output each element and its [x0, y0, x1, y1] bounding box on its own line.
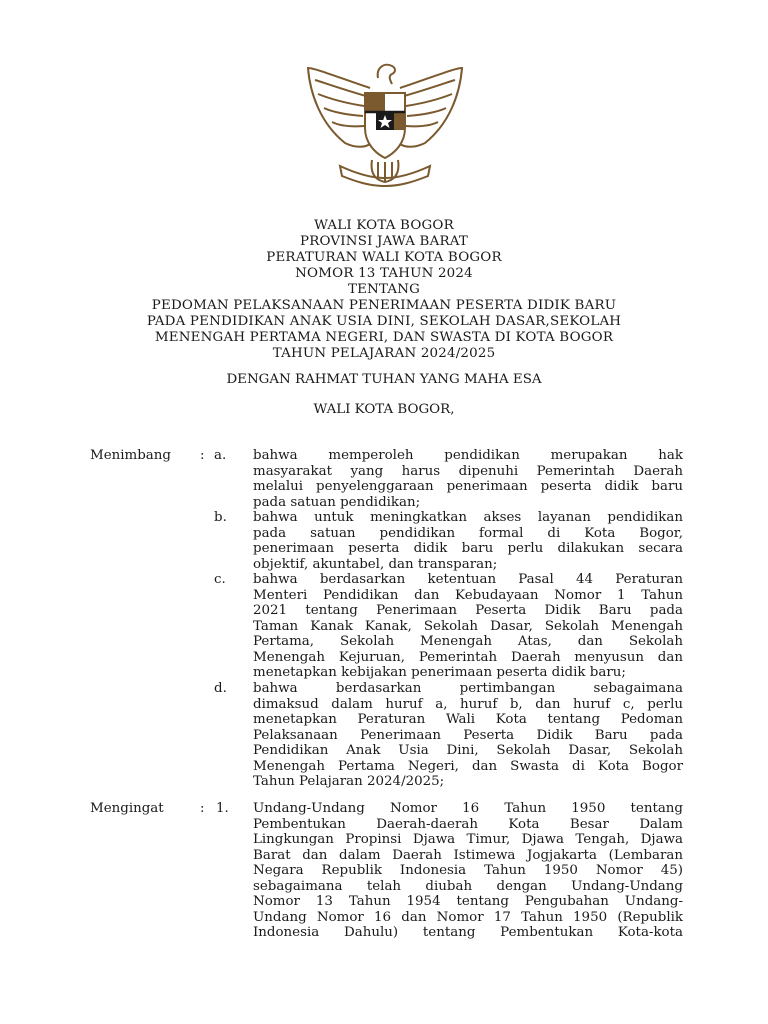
item-marker: 1.	[216, 801, 229, 816]
item-text	[253, 572, 683, 681]
item-marker: b.	[214, 510, 227, 525]
header-line: NOMOR 13 TAHUN 2024	[295, 266, 473, 281]
text-line: masyarakat yang harus dipenuhi Pemerintah Daerah	[253, 463, 683, 479]
text-line: Taman Kanak Kanak, Sekolah Dasar, Sekolah Menengah	[253, 618, 683, 634]
text-line: Tahun Pelajaran 2024/2025;	[253, 774, 445, 789]
garuda-pancasila-emblem-icon	[300, 48, 470, 198]
section-colon: :	[200, 448, 205, 463]
header-line: MENENGAH PERTAMA NEGERI, DAN SWASTA DI KOTA BOGOR	[154, 330, 614, 345]
header-line: TAHUN PELAJARAN 2024/2025	[272, 346, 496, 361]
text-line: bahwa berdasarkan ketentuan Pasal 44 Peraturan	[253, 572, 683, 587]
item-text	[253, 681, 683, 790]
text-line: pada satuan pendidikan formal di Kota Bogor,	[253, 525, 683, 541]
document-header	[0, 218, 768, 362]
header-line: PADA PENDIDIKAN ANAK USIA DINI, SEKOLAH DASAR,SEKOLAH	[146, 314, 622, 329]
text-line: Barat dan dalam Daerah Istimewa Jogjakarta (Lembaran	[253, 847, 683, 863]
mayor-title: WALI KOTA BOGOR,	[313, 402, 455, 417]
item-marker: d.	[214, 681, 227, 696]
text-line: bahwa berdasarkan pertimbangan sebagaimana	[253, 681, 683, 696]
item-marker: c.	[214, 572, 226, 587]
text-line: melalui penyelenggaraan penerimaan peserta didik baru	[253, 479, 683, 494]
section-label: Mengingat	[90, 801, 164, 816]
text-line: Undang Nomor 16 dan Nomor 17 Tahun 1950 (Republik	[253, 909, 683, 925]
text-line: 2021 tentang Penerimaan Peserta Didik Baru pada	[253, 603, 683, 618]
text-line: Negara Republik Indonesia Tahun 1950 Nomor 45)	[253, 863, 683, 878]
text-line: menetapkan kebijakan penerimaan peserta didik baru;	[253, 665, 626, 680]
text-line: bahwa memperoleh pendidikan merupakan hak	[253, 448, 683, 463]
item-text	[253, 448, 683, 510]
item-text	[253, 510, 683, 572]
text-line: bahwa untuk meningkatkan akses layanan pendidikan	[253, 510, 683, 525]
text-line: menetapkan Peraturan Wali Kota tentang Pedoman	[253, 712, 683, 727]
text-line: objektif, akuntabel, dan transparan;	[253, 556, 498, 572]
header-line: TENTANG	[347, 282, 421, 297]
item-marker: a.	[214, 448, 227, 463]
text-line: Menteri Pendidikan dan Kebudayaan Nomor 1 Tahun	[253, 587, 683, 603]
header-line: WALI KOTA BOGOR	[314, 218, 454, 233]
header-line: PROVINSI JAWA BARAT	[299, 234, 468, 249]
section-colon: :	[200, 801, 205, 816]
text-line: Undang-Undang Nomor 16 Tahun 1950 tentang	[253, 801, 683, 816]
text-line: penerimaan peserta didik baru perlu dilakukan secara	[253, 541, 683, 556]
section-label: Menimbang	[90, 448, 171, 463]
item-text	[253, 801, 683, 941]
text-line: Pendidikan Anak Usia Dini, Sekolah Dasar, Sekolah	[253, 743, 683, 758]
header-line: PEDOMAN PELAKSANAAN PENERIMAAN PESERTA DIDIK BARU	[151, 298, 617, 313]
text-line: Nomor 13 Tahun 1954 tentang Pengubahan Undang-	[253, 894, 683, 909]
text-line: pada satuan pendidikan;	[253, 494, 421, 510]
opening-phrase: DENGAN RAHMAT TUHAN YANG MAHA ESA	[226, 372, 542, 387]
text-line: Pelaksanaan Penerimaan Peserta Didik Baru pada	[253, 727, 683, 743]
text-line: dimaksud dalam huruf a, huruf b, dan huruf c, perlu	[253, 696, 683, 712]
text-line: sebagaimana telah diubah dengan Undang-Undang	[253, 878, 683, 894]
header-line: PERATURAN WALI KOTA BOGOR	[266, 250, 502, 265]
text-line: Indonesia Dahulu) tentang Pembentukan Kota-kota	[253, 925, 683, 940]
text-line: Pembentukan Daerah-daerah Kota Besar Dalam	[253, 816, 683, 832]
text-line: Menengah Pertama Negeri, dan Swasta di Kota Bogor	[253, 758, 683, 774]
text-line: Pertama, Sekolah Menengah Atas, dan Sekolah	[253, 634, 683, 649]
text-line: Menengah Kejuruan, Pemerintah Daerah menyusun dan	[253, 649, 683, 665]
text-line: Lingkungan Propinsi Djawa Timur, Djawa Tengah, Djawa	[253, 832, 683, 847]
